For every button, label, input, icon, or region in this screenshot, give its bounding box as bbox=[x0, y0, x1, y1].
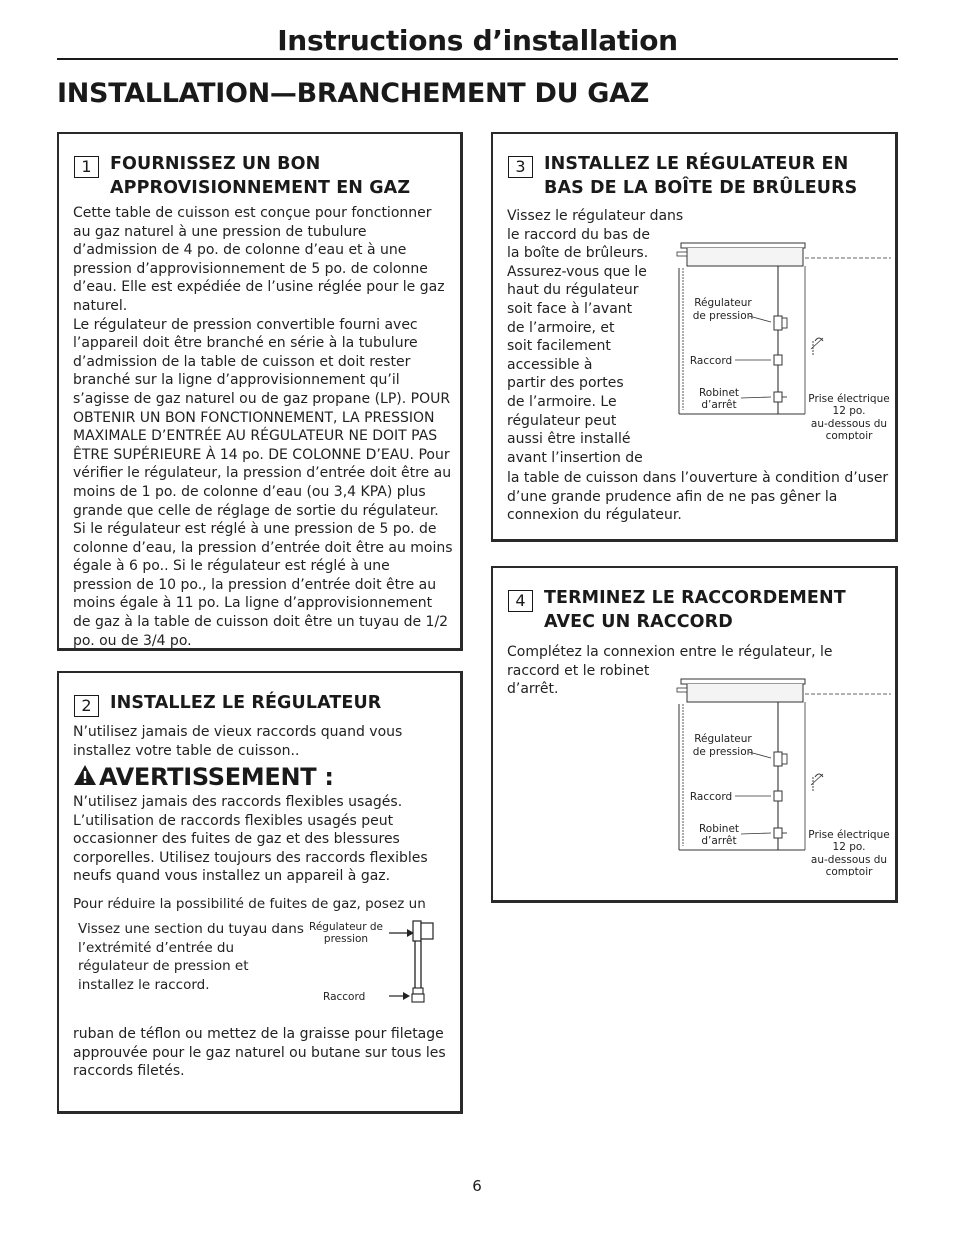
step-3-line: régulateur peut bbox=[507, 412, 617, 429]
label-outlet-4: comptoir bbox=[825, 866, 873, 876]
label-regulator-1: Régulateur bbox=[694, 733, 752, 745]
step-4-line-2: raccord et le robinet bbox=[507, 662, 650, 679]
step-3-line: Assurez-vous que le bbox=[507, 263, 647, 280]
step-4-line-1: Complétez la connexion entre le régulateur, le bbox=[507, 644, 833, 660]
step-3-line: Vissez le régulateur dans bbox=[507, 208, 684, 224]
label-valve-2: d’arrêt bbox=[701, 835, 737, 847]
step-2-number: 2 bbox=[74, 695, 99, 717]
label-outlet-1: Prise électrique bbox=[808, 829, 890, 841]
cabinet-diagram-step-3 bbox=[663, 238, 895, 440]
label-valve-1: Robinet bbox=[698, 387, 740, 399]
diagram-instruction: Vissez une section du tuyau dans l’extrémité d’entrée du régulateur de pression et installez le raccord. bbox=[78, 921, 304, 993]
step-1-paragraph-2: Le régulateur de pression convertible fourni avec l’appareil doit être branché en série à la tubulure d’admission de la table de cuisson et doit rester branché sur la ligne d’approvisionnement qu’il s’agisse de gaz naturel ou de gaz propane (LP). POUR OBTENIR UN BON FONCTIONNEMENT, LA PRESSION MAXIMALE D’ENTRÉE AU RÉGULATEUR NE DOIT PAS ÊTRE SUPÉRIEURE À 14 po. DE COLONNE D’EAU. Pour vérifier le régulateur, la pression d’entrée doit être au moins de 1 po. de colonne d’eau (ou 3,4 KPA) plus grande que celle de réglage de sortie du régulateur. Si le régulateur est réglé à une pression de 5 po. de colonne d’eau, la pression d’entrée doit être au moins égale à 6 po.. Si le régulateur est réglé à une pression de 10 po., la pression d’entrée doit être au moins égale à 11 po. La ligne d’approvisionnement de gaz à la table de cuisson doit être un tuyau de 1/2 po. ou de 3/4 po. bbox=[73, 316, 453, 649]
step-2-intro: N’utilisez jamais de vieux raccords quand vous installez votre table de cuisson.. bbox=[73, 724, 403, 759]
step-3-line: avant l’insertion de bbox=[507, 449, 643, 466]
step-3-text-end: la table de cuisson dans l’ouverture à condition d’user d’une grande prudence afin de ne pas gêner la connexion du régulateur. bbox=[507, 470, 889, 524]
step-3-line: partir des portes bbox=[507, 375, 624, 392]
label-regulator-2: de pression bbox=[692, 310, 754, 322]
step-3-number: 3 bbox=[508, 156, 533, 178]
step-4-header bbox=[507, 586, 885, 634]
label-outlet-2: 12 po. bbox=[832, 841, 866, 853]
diagram-label-fitting: Raccord bbox=[323, 991, 366, 1003]
label-outlet-1: Prise électrique bbox=[808, 393, 890, 405]
label-outlet-4: comptoir bbox=[825, 430, 873, 440]
step-3-line: soit face à l’avant bbox=[507, 300, 633, 317]
step-1-title: FOURNISSEZ UN BON APPROVISIONNEMENT EN GAZ bbox=[110, 154, 411, 198]
cabinet-diagram-step-4 bbox=[663, 674, 895, 876]
leak-text-end: ruban de téflon ou mettez de la graisse pour filetage approuvée pour le gaz naturel ou butane sur tous les raccords filetés. bbox=[73, 1026, 446, 1080]
warning-text: N’utilisez jamais des raccords flexibles usagés. L’utilisation de raccords flexibles usagés peut occasionner des fuites de gaz et des blessures corporelles. Utilisez toujours des raccords flexibles neufs quand vous installez un appareil à gaz. bbox=[73, 794, 428, 885]
step-3-line: le raccord du bas de bbox=[507, 226, 651, 243]
step-2-header bbox=[73, 691, 450, 715]
label-fitting: Raccord bbox=[689, 791, 733, 803]
label-regulator-2: de pression bbox=[692, 746, 754, 758]
label-outlet-3: au-dessous du bbox=[810, 418, 888, 430]
page-number: 6 bbox=[472, 1177, 482, 1195]
step-1-number: 1 bbox=[74, 156, 99, 178]
step-3-header bbox=[507, 152, 885, 200]
step-1-paragraph-1: Cette table de cuisson est conçue pour fonctionner au gaz naturel à une pression de tubulure d’admission de 4 po. de colonne d’eau et à une pression d’approvisionnement de 5 po. de colonne d’eau. Elle est expédiée de l’usine réglée pour le gaz naturel. bbox=[73, 205, 445, 314]
step-4-title: TERMINEZ LE RACCORDEMENT AVEC UN RACCORD bbox=[544, 588, 846, 632]
warning-triangle-icon bbox=[73, 764, 97, 792]
label-valve-1: Robinet bbox=[698, 823, 740, 835]
step-1-body bbox=[73, 204, 453, 650]
label-regulator-1: Régulateur bbox=[694, 297, 752, 309]
step-3-line: la boîte de brûleurs. bbox=[507, 245, 649, 262]
label-outlet-3: au-dessous du bbox=[810, 854, 888, 866]
leak-text-start: Pour réduire la possibilité de fuites de gaz, posez un bbox=[73, 896, 426, 912]
step-3-line: accessible à bbox=[507, 356, 593, 373]
step-3-line: soit facilement bbox=[507, 338, 611, 355]
step-3-line: haut du régulateur bbox=[507, 282, 639, 299]
step-3-title: INSTALLEZ LE RÉGULATEUR EN BAS DE LA BOÎTE DE BRÛLEURS bbox=[544, 154, 858, 198]
warning-title: AVERTISSEMENT : bbox=[99, 763, 334, 791]
page-title: Instructions d’installation bbox=[57, 22, 898, 60]
step-3-line: de l’armoire. Le bbox=[507, 393, 617, 410]
step-4-line-3: d’arrêt. bbox=[507, 681, 559, 698]
diagram-label-regulator-1: Régulateur de bbox=[309, 921, 383, 933]
step-2-title: INSTALLEZ LE RÉGULATEUR bbox=[110, 693, 382, 713]
step-4-box bbox=[491, 566, 898, 903]
label-valve-2: d’arrêt bbox=[701, 399, 737, 411]
regulator-diagram bbox=[303, 917, 453, 1012]
section-title: INSTALLATION—BRANCHEMENT DU GAZ bbox=[57, 78, 650, 109]
step-4-number: 4 bbox=[508, 590, 533, 612]
diagram-label-regulator-2: pression bbox=[323, 933, 369, 945]
step-3-line: aussi être installé bbox=[507, 431, 631, 448]
label-fitting: Raccord bbox=[689, 355, 733, 367]
step-2-box bbox=[57, 671, 463, 1114]
step-1-header bbox=[73, 152, 450, 200]
step-1-box bbox=[57, 132, 463, 651]
warning-heading bbox=[73, 763, 334, 792]
step-3-box bbox=[491, 132, 898, 542]
step-3-line: de l’armoire, et bbox=[507, 319, 615, 336]
label-outlet-2: 12 po. bbox=[832, 405, 866, 417]
